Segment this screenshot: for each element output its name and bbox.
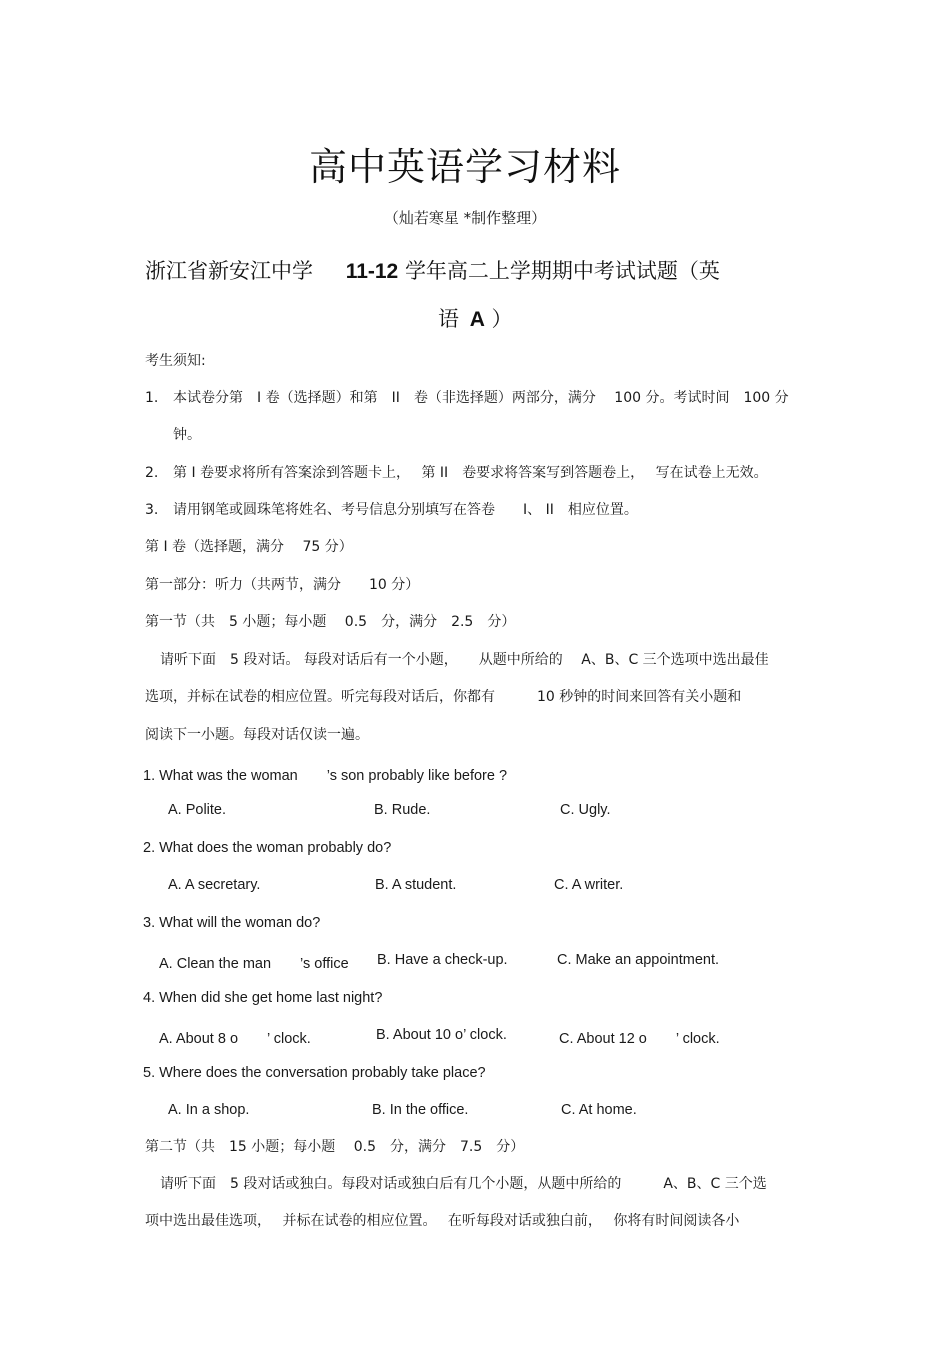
question-1-option-b: B. Rude. bbox=[374, 802, 431, 818]
question-4: 4. When did she get home last night? bbox=[143, 990, 383, 1006]
heading-school: 浙江省新安江中学 bbox=[145, 259, 313, 283]
question-2-option-a: A. A secretary. bbox=[168, 877, 261, 893]
question-4-option-c: C. About 12 o ’ clock. bbox=[559, 1031, 720, 1047]
notice-item-1-number: 1. bbox=[145, 390, 159, 406]
notice-label: 考生须知: bbox=[145, 353, 206, 369]
question-1-option-a: A. Polite. bbox=[168, 802, 227, 818]
question-5: 5. Where does the conversation probably take place? bbox=[143, 1065, 486, 1081]
question-1: 1. What was the woman ’s son probably like before ? bbox=[143, 768, 508, 784]
exam-heading-line2 bbox=[438, 303, 513, 333]
notice-item-3-number: 3. bbox=[145, 502, 159, 518]
heading-version: A bbox=[469, 308, 485, 331]
section-two-heading: 第二节（共 15 小题；每小题 0.5 分，满分 7.5 分） bbox=[145, 1139, 525, 1155]
part-i-heading: 第 I 卷（选择题，满分 75 分） bbox=[145, 539, 353, 555]
section-two-instruction-line1: 请听下面 5 段对话或独白。每段对话或独白后有几个小题，从题中所给的 A、B、C 三个选 bbox=[160, 1176, 767, 1192]
notice-item-1-continuation: 钟。 bbox=[173, 427, 201, 443]
section-one-instruction-line1: 请听下面 5 段对话。 每段对话后有一个小题， 从题中所给的 A、B、C 三个选项中选出最佳 bbox=[160, 652, 769, 668]
page-title: 高中英语学习材料 bbox=[308, 145, 621, 189]
section-one-instruction-line2: 选项，并标在试卷的相应位置。听完每段对话后，你都有 10 秒钟的时间来回答有关小题和 bbox=[145, 689, 742, 705]
notice-item-2-text: 第 I 卷要求将所有答案涂到答题卡上， 第 II 卷要求将答案写到答题卷上， 写在试卷上无效。 bbox=[173, 465, 768, 481]
section-two-instruction-line2: 项中选出最佳选项， 并标在试卷的相应位置。 在听每段对话或独白前， 你将有时间阅读各小 bbox=[145, 1213, 740, 1229]
listening-part-heading: 第一部分：听力（共两节，满分 10 分） bbox=[145, 577, 420, 593]
exam-heading-line1 bbox=[145, 255, 720, 285]
heading-close: ） bbox=[491, 307, 513, 331]
heading-subject: 语 bbox=[438, 307, 459, 331]
question-3-option-a: A. Clean the man ’s office bbox=[159, 956, 349, 972]
notice-item-1-text: 本试卷分第 I 卷（选择题）和第 II 卷（非选择题）两部分，满分 100 分。考试时间 100 分 bbox=[173, 390, 789, 406]
question-4-option-b: B. About 10 o’ clock. bbox=[376, 1027, 507, 1043]
notice-item-2-number: 2. bbox=[145, 465, 159, 481]
section-one-instruction-line3: 阅读下一小题。每段对话仅读一遍。 bbox=[145, 727, 369, 743]
section-one-heading: 第一节（共 5 小题；每小题 0.5 分，满分 2.5 分） bbox=[145, 614, 516, 630]
question-2-option-b: B. A student. bbox=[375, 877, 457, 893]
question-3-option-c: C. Make an appointment. bbox=[557, 952, 720, 968]
question-3: 3. What will the woman do? bbox=[143, 915, 321, 931]
question-2-option-c: C. A writer. bbox=[554, 877, 624, 893]
page-subtitle: （灿若寒星 *制作整理） bbox=[383, 209, 547, 227]
question-5-option-c: C. At home. bbox=[561, 1102, 637, 1118]
question-4-option-a: A. About 8 o ’ clock. bbox=[159, 1031, 311, 1047]
notice-item-3-text: 请用钢笔或圆珠笔将姓名、考号信息分别填写在答卷 I、 II 相应位置。 bbox=[173, 502, 638, 518]
heading-exam: 学年高二上学期期中考试试题（英 bbox=[404, 259, 720, 283]
question-2: 2. What does the woman probably do? bbox=[143, 840, 392, 856]
question-1-option-c: C. Ugly. bbox=[560, 802, 611, 818]
question-3-option-b: B. Have a check-up. bbox=[377, 952, 508, 968]
heading-year: 11-12 bbox=[345, 260, 399, 283]
question-5-option-b: B. In the office. bbox=[372, 1102, 469, 1118]
question-5-option-a: A. In a shop. bbox=[168, 1102, 250, 1118]
